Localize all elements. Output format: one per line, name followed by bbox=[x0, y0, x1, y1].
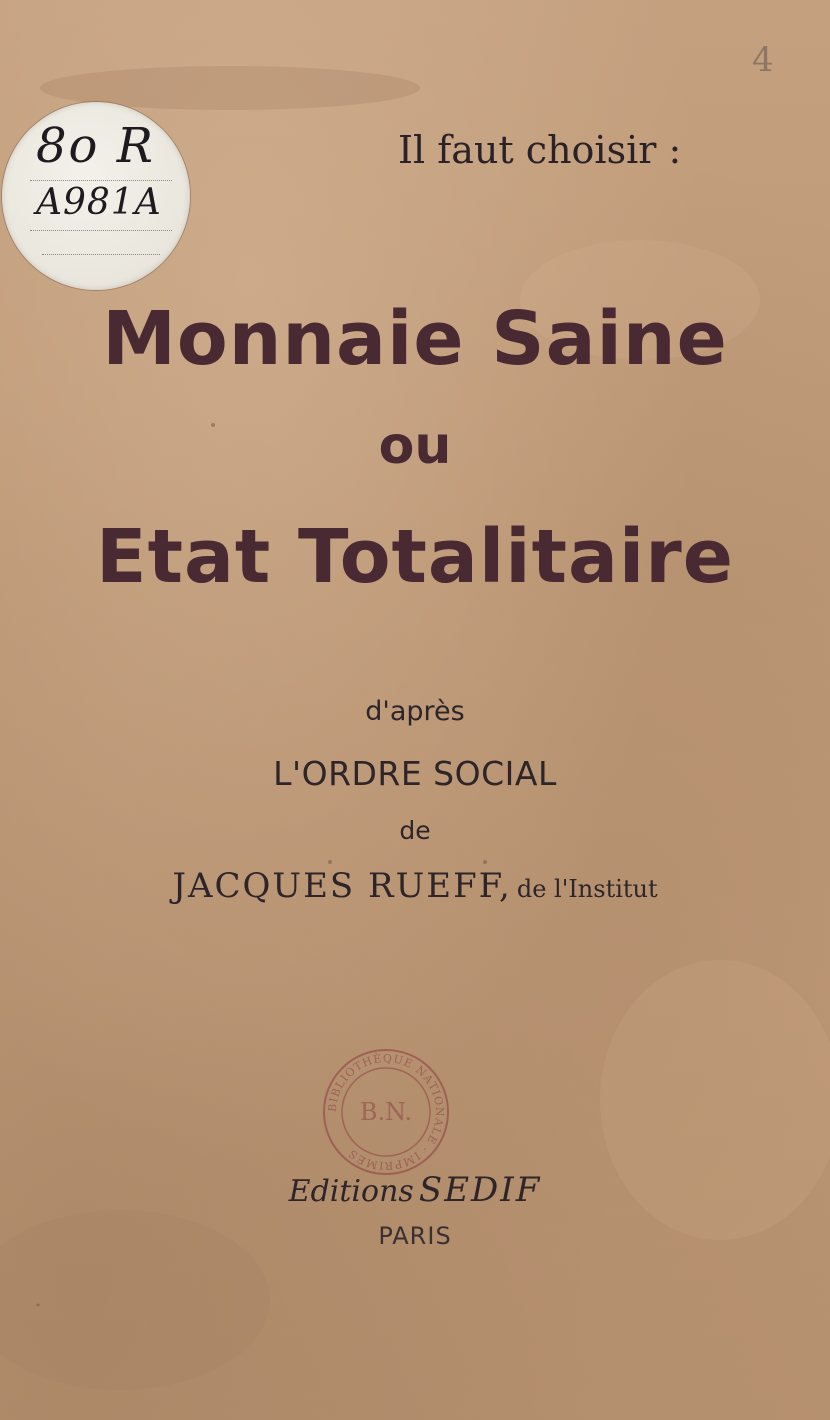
publication-city: PARIS bbox=[378, 1222, 452, 1250]
library-shelfmark-label bbox=[2, 102, 190, 290]
svg-text:B.N.: B.N. bbox=[359, 1098, 413, 1126]
svg-text:BIBLIOTHÈQUE NATIONALE · IMPRI: BIBLIOTHÈQUE NATIONALE · IMPRIMÉS bbox=[325, 1051, 447, 1173]
shelfmark-line1: 8o R bbox=[36, 118, 155, 174]
publisher bbox=[0, 1170, 830, 1210]
title-connector: ou bbox=[378, 416, 452, 476]
author-line bbox=[0, 866, 830, 906]
author-name: JACQUES RUEFF, bbox=[172, 866, 512, 906]
pencil-mark: 4 bbox=[752, 40, 774, 80]
shelfmark-line2: A981A bbox=[36, 182, 162, 223]
author-affiliation: de l'Institut bbox=[516, 875, 658, 903]
title-line-1: Monnaie Saine bbox=[102, 296, 728, 382]
title-line-2: Etat Totalitaire bbox=[96, 514, 734, 600]
work-title: L'ORDRE SOCIAL bbox=[273, 754, 557, 793]
tagline: Il faut choisir : bbox=[398, 128, 682, 172]
shelfmark-rule bbox=[30, 230, 172, 231]
library-stamp bbox=[316, 1042, 456, 1182]
shelfmark-rule bbox=[42, 254, 160, 255]
publisher-prefix: Editions bbox=[288, 1174, 414, 1209]
shelfmark-rule bbox=[30, 180, 172, 181]
preposition: de bbox=[399, 816, 431, 845]
publisher-name: SEDIF bbox=[418, 1170, 542, 1210]
according-to: d'après bbox=[365, 696, 465, 727]
